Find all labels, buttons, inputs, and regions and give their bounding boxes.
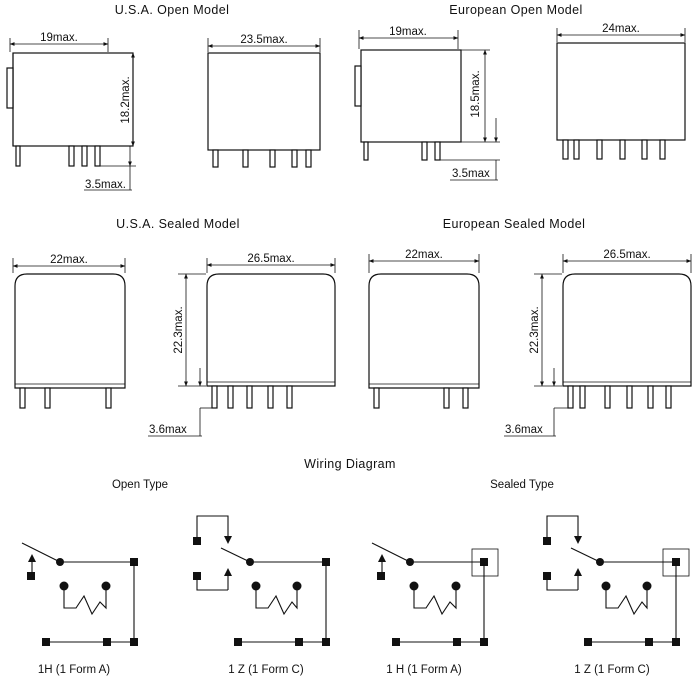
euro-open-side-view	[557, 23, 685, 159]
dim-euro-sealed-pin: 3.6max	[505, 424, 543, 436]
title-wiring-diagram: Wiring Diagram	[304, 457, 396, 471]
wiring-label-1h-sealed: 1 H (1 Form A)	[386, 664, 462, 676]
usa-sealed-side-view	[148, 253, 335, 436]
dim-euro-open-height: 18.5max.	[470, 70, 482, 118]
dim-usa-sealed-height: 22.3max.	[173, 306, 185, 354]
usa-sealed-front-view	[13, 254, 125, 408]
euro-open-front-view	[355, 26, 500, 180]
label-sealed-type: Sealed Type	[490, 479, 554, 491]
title-european-sealed-model: European Sealed Model	[442, 217, 586, 231]
euro-sealed-front-view	[369, 249, 479, 408]
label-open-type: Open Type	[111, 479, 169, 491]
dim-usa-open-side-width: 23.5max.	[240, 34, 288, 46]
dim-euro-sealed-height: 22.3max.	[529, 306, 541, 354]
title-european-open-model: European Open Model	[449, 3, 583, 17]
dim-euro-sealed-width: 22max.	[405, 249, 443, 261]
wiring-1z-open	[193, 516, 330, 676]
wiring-label-1z-sealed: 1 Z (1 Form C)	[574, 664, 650, 676]
usa-open-front-view	[7, 32, 136, 191]
euro-sealed-side-view	[504, 249, 691, 436]
wiring-label-1h-open: 1H (1 Form A)	[37, 664, 111, 676]
usa-open-side-view	[208, 34, 320, 167]
wiring-1z-sealed	[543, 516, 689, 676]
dim-euro-open-pin: 3.5max	[452, 168, 490, 180]
dim-usa-open-height: 18.2max.	[120, 76, 132, 124]
dim-usa-sealed-side-width: 26.5max.	[247, 253, 295, 265]
dim-euro-sealed-side-width: 26.5max.	[603, 249, 651, 261]
dim-usa-sealed-pin: 3.6max	[149, 424, 187, 436]
dim-usa-open-width: 19max.	[40, 32, 78, 44]
wiring-label-1z-open: 1 Z (1 Form C)	[228, 664, 304, 676]
title-usa-sealed-model: U.S.A. Sealed Model	[116, 217, 240, 231]
wiring-1h-open	[22, 543, 138, 676]
dim-euro-open-width: 19max.	[389, 26, 427, 38]
title-usa-open-model: U.S.A. Open Model	[114, 3, 230, 17]
dim-euro-open-side-width: 24max.	[602, 23, 640, 35]
wiring-1h-sealed	[372, 543, 498, 676]
dim-usa-open-pin: 3.5max.	[85, 179, 126, 191]
dim-usa-sealed-width: 22max.	[50, 254, 88, 266]
